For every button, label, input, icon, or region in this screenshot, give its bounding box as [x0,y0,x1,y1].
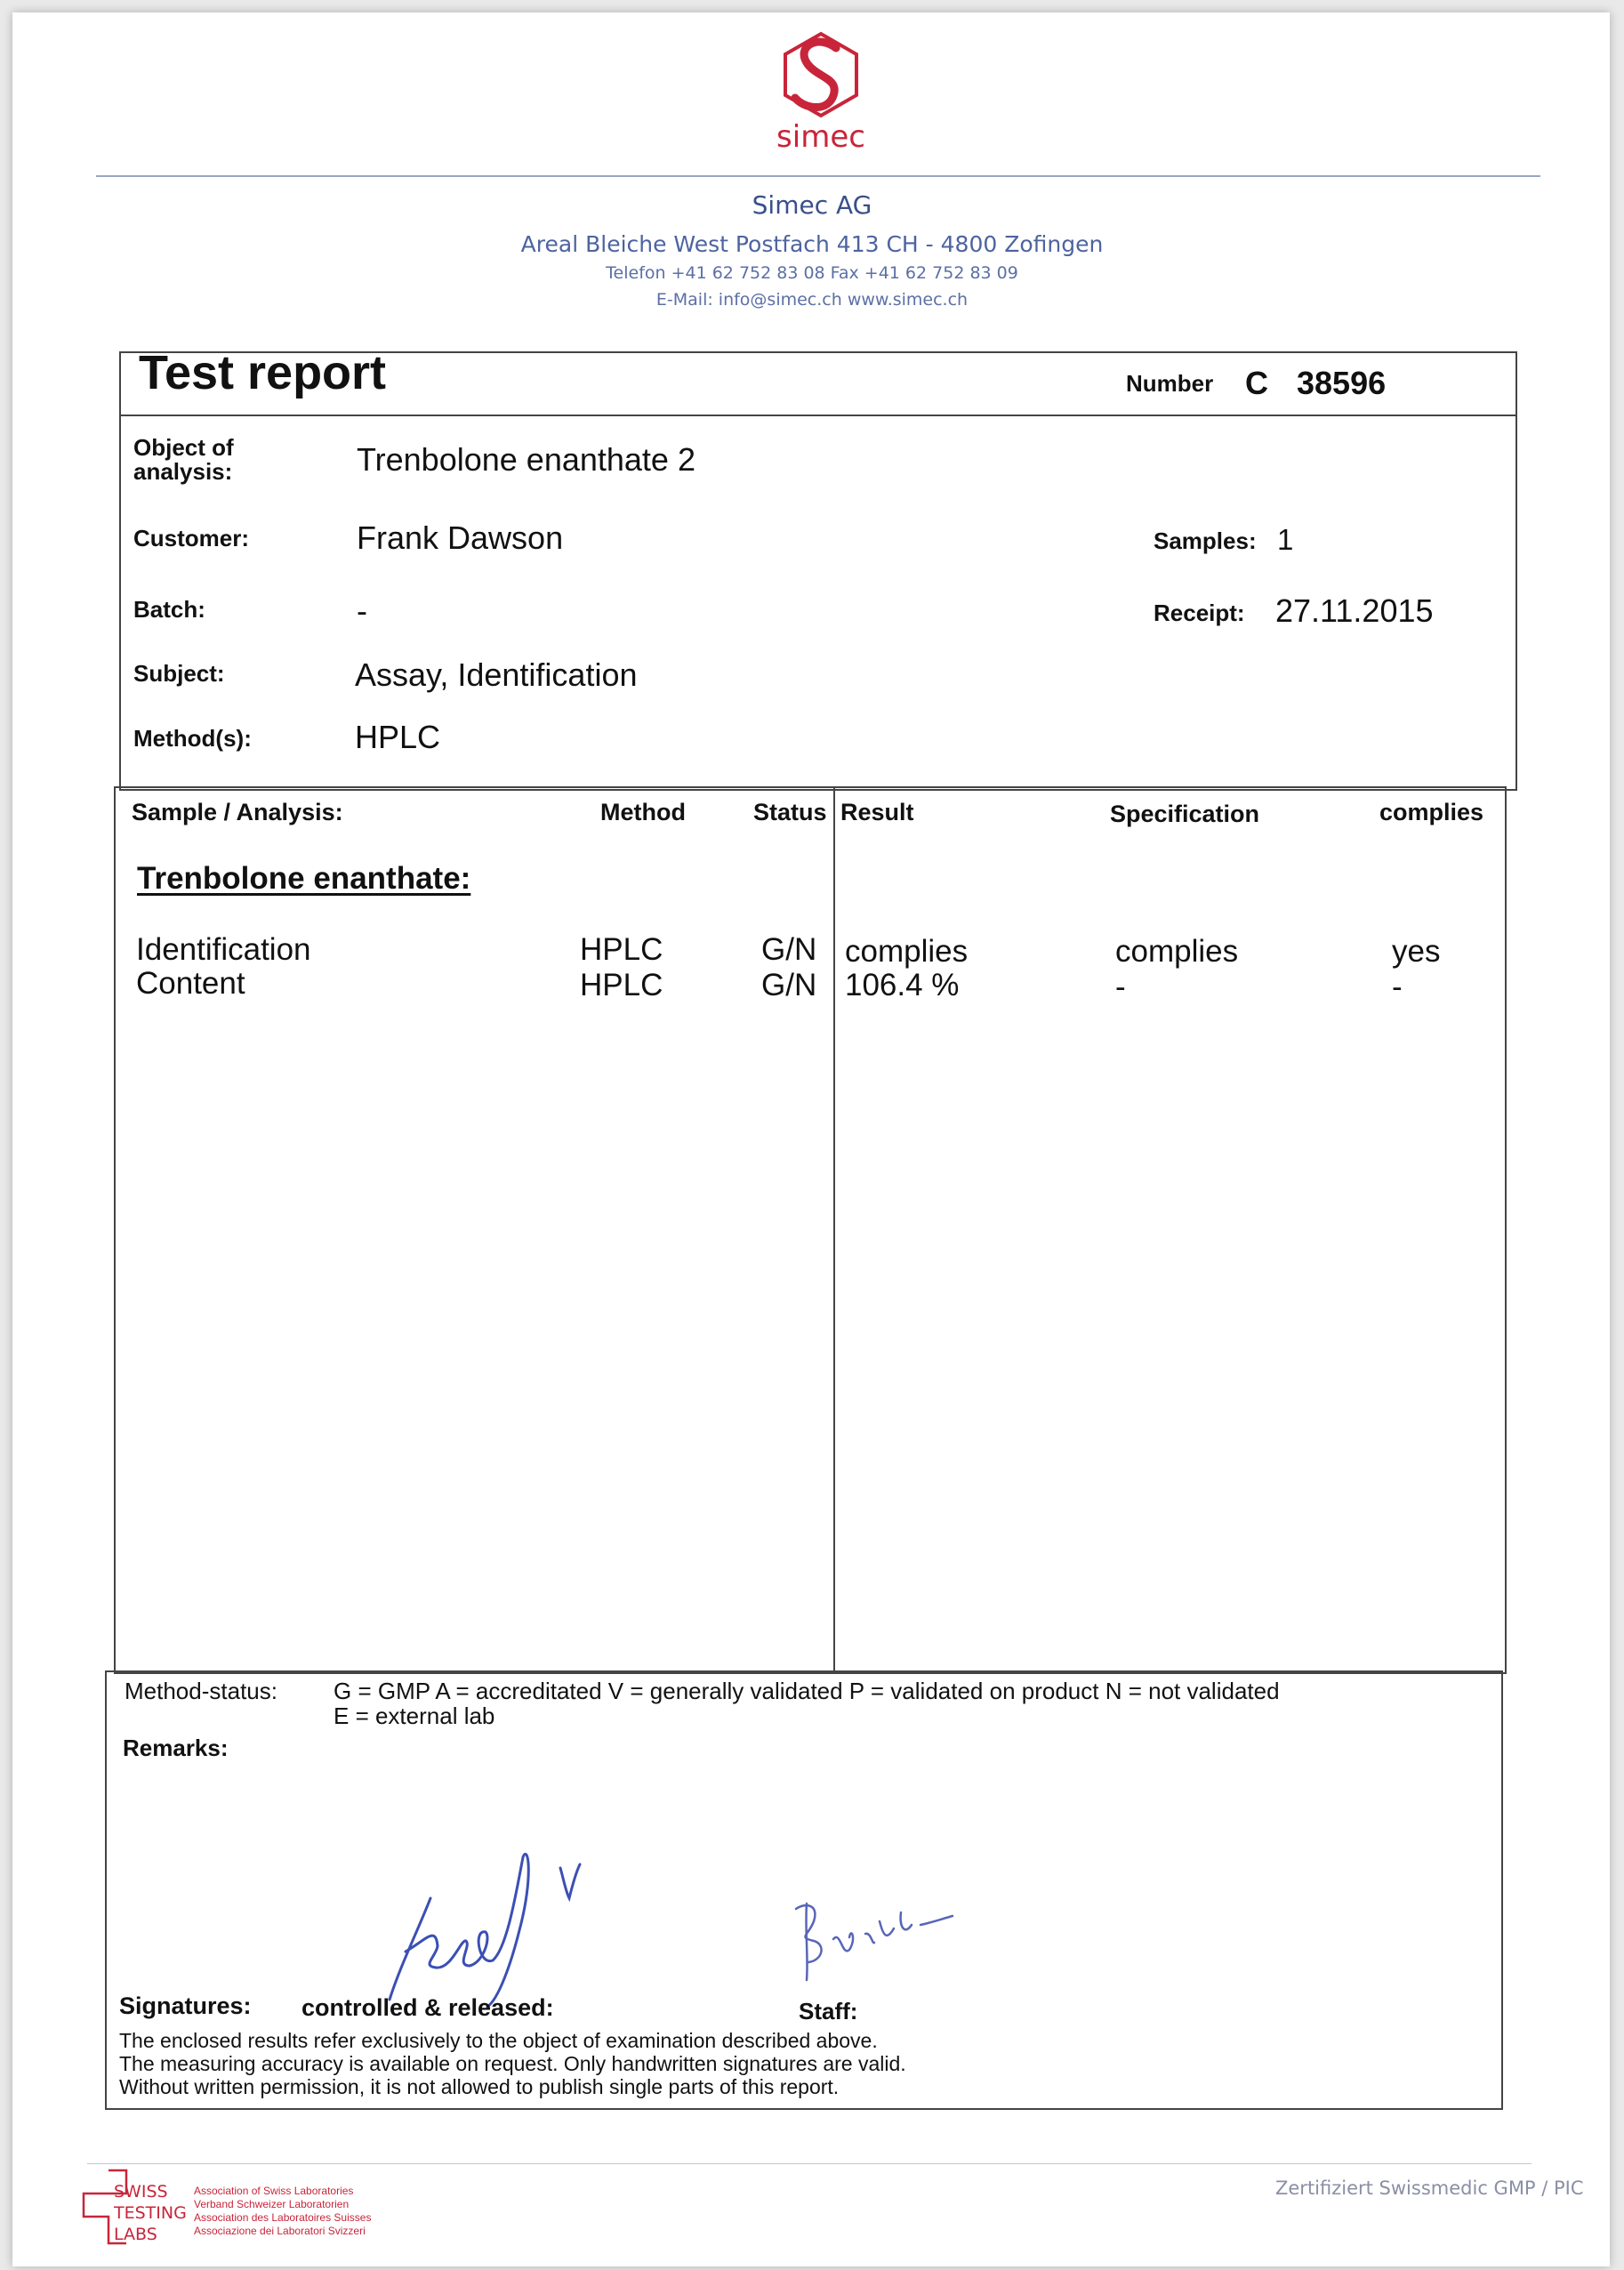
simec-logo-icon [772,27,870,125]
association-line-de: Verband Schweizer Laboratorien [194,2198,350,2210]
row-analysis: Content [136,966,245,1001]
report-header-box [119,351,1517,791]
badge-text [114,2181,187,2245]
simec-logo [772,27,870,160]
staff-label: Staff: [799,1998,858,2024]
report-number: 38596 [1297,365,1387,401]
methods-label: Method(s): [133,725,252,752]
row-specification: complies [1115,934,1239,969]
batch-label: Batch: [133,596,205,623]
samples-value: 1 [1277,523,1294,556]
company-name: Simec AG [752,190,872,220]
badge-line-3: LABS [114,2225,157,2244]
samples-label: Samples: [1154,527,1257,554]
methods-value: HPLC [355,719,441,755]
disclaimer-line-1: The enclosed results refer exclusively to the object of examination described above. [119,2029,878,2052]
row-complies: yes [1392,934,1441,969]
header-complies: complies [1379,799,1484,825]
header-status: Status [753,799,827,825]
logo-wordmark: simec [776,119,865,155]
controlled-released-label: controlled & released: [301,1994,554,2021]
batch-value: - [357,592,367,629]
row-method: HPLC [580,932,663,967]
signatures-label: Signatures: [119,1992,252,2019]
disclaimer-line-3: Without written permission, it is not allowed to publish single parts of this report. [119,2075,840,2098]
object-value: Trenbolone enanthate 2 [357,441,695,478]
row-result: complies [845,934,969,969]
method-status-legend-2: E = external lab [334,1702,495,1729]
method-status-label: Method-status: [125,1678,277,1704]
title-divider [119,415,1515,416]
number-prefix: C [1245,365,1268,401]
row-status: G/N [761,968,817,1002]
row-status: G/N [761,932,817,967]
header-specification: Specification [1110,801,1260,827]
header-method: Method [600,799,686,825]
number-label: Number [1126,370,1214,397]
receipt-value: 27.11.2015 [1275,592,1434,629]
results-box [114,786,1507,1674]
association-names [194,2185,371,2238]
company-email: E-Mail: info@simec.ch www.simec.ch [655,290,969,310]
header-sample-analysis: Sample / Analysis: [132,799,343,825]
footer-rule [87,2163,1532,2164]
disclaimer-line-2: The measuring accuracy is available on request. Only handwritten signatures are valid. [119,2052,906,2075]
header-rule [96,175,1540,177]
method-status-legend: G = GMP A = accreditated V = generally validated P = validated on product N = not validated [334,1678,1280,1704]
row-specification: - [1115,970,1126,1004]
receipt-label: Receipt: [1154,600,1245,626]
report-title: Test report [139,346,387,399]
subject-value: Assay, Identification [355,656,638,693]
association-line-it: Associazione dei Laboratori Svizzeri [194,2225,366,2237]
remarks-label: Remarks: [123,1735,229,1761]
association-line-fr: Association des Laboratoires Suisses [194,2211,372,2224]
header-result: Result [840,799,914,825]
signature-staff [787,1886,965,1984]
results-column-divider [833,788,835,1670]
object-label: Object of analysis: [133,434,234,485]
swiss-testing-labs-logo [80,2167,187,2247]
company-address: Areal Bleiche West Postfach 413 CH - 4800 Zofingen [520,231,1104,257]
certification-note: Zertifiziert Swissmedic GMP / PIC [1275,2177,1584,2199]
row-result: 106.4 % [845,968,960,1002]
signature-controlled [374,1841,605,2010]
badge-line-2: TESTING [114,2203,187,2223]
company-phone: Telefon +41 62 752 83 08 Fax +41 62 752 83 09 [606,263,1018,283]
row-method: HPLC [580,968,663,1002]
badge-line-1: SWISS [114,2182,168,2202]
row-analysis: Identification [136,932,311,967]
subject-label: Subject: [133,660,225,687]
row-complies: - [1392,970,1403,1004]
customer-value: Frank Dawson [357,519,564,556]
customer-label: Customer: [133,525,250,551]
section-title: Trenbolone enanthate: [137,861,471,896]
association-line-en: Association of Swiss Laboratories [194,2185,354,2197]
